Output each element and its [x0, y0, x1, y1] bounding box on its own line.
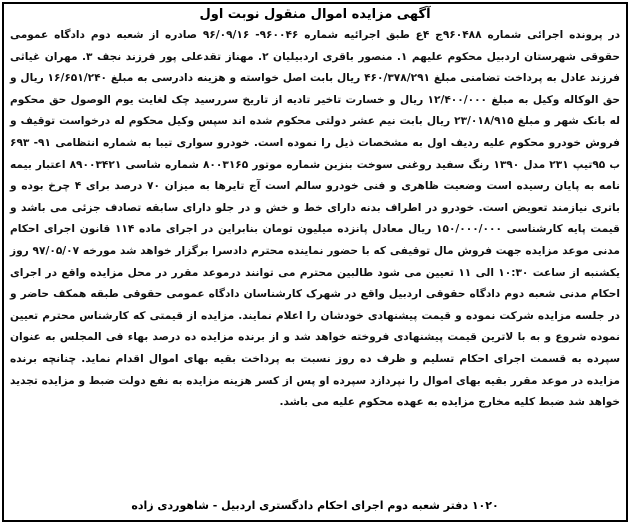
notice-title: آگهی مزایده اموال منقول نوبت اول — [199, 7, 431, 22]
notice-footer: ۱۰۲۰ دفتر شعبه دوم اجرای احکام دادگستری اردبیل - شاهوردی زاده — [131, 499, 499, 512]
notice-body-paragraph: در پرونده اجرائی شماره ۹۶۰۴۸۸ج ۴ع طبق اجرائیه شماره ۹۶۰۰۴۶- ۹۶/۰۹/۱۶ صادره از شعبه دوم دادگاه عمومی حقوقی شهرستان اردبیل محکوم علیهم ۱. منصور باقری اردبیلیان ۲. مهناز تقدعلی پور فرزند نجف ۳. مهران غیاثی فرزند عادل به پرداخت تضامنی مبلغ ۴۶۰/۳۷۸/۲۹۱ ریال بابت اصل خواسته و هزینه دادرسی به مبلغ ۱۶/۶۵۱/۲۴۰ ریال و حق الوکاله وکیل به مبلغ ۱۲/۴۰۰/۰۰۰ ریال و خسارت تاخیر تادیه از تاریخ سررسید چک لغایت یوم الوصول حق محکوم له بانک شهر و مبلغ ۲۳/۰۱۸/۹۱۵ ریال بابت نیم عشر دولتی محکوم شده اند سپس وکیل محکوم له درخواست توقیف و فروش خودرو محکوم علیه ردیف اول به مشخصات ذیل را نموده است. خودرو سواری تیبا به شماره انتظامی ۹۱- ۶۹۳ ب ۹۵تیپ ۲۳۱ مدل ۱۳۹۰ رنگ سفید روغنی سوخت بنزین شماره موتور ۸۰۰۳۱۶۵ شماره شاسی ۸۹۰۰۳۴۲۱ اعتبار بیمه نامه به پایان رسیده است وضعیت ظاهری و فنی خودرو سالم است آج تایرها به میزان ۷۰ درصد برای ۴ چرخ بوده و باتری نیازمند تعویض است. خودرو در اطراف بدنه دارای خط و خش و در جلو دارای سابقه تصادف جزئی می باشد و قیمت پایه کارشناسی ۱۵۰/۰۰۰/۰۰۰ ریال معادل پانزده میلیون تومان بنابراین در اجرای ماده ۱۱۴ قانون اجرای احکام مدنی موعد مزایده جهت فروش مال توقیفی که با حضور نماینده محترم دادسرا برگزار خواهد شد مورخه ۹۷/۰۵/۰۷ روز یکشنبه از ساعت ۱۰:۳۰ الی ۱۱ تعیین می شود طالبین محترم می توانند درموعد مقرر در محل مزایده واقع در اجرای احکام مدنی شعبه دوم دادگاه حقوقی اردبیل واقع در شهرک کارشناسان دادگاه عمومی حقوقی طبقه همکف حاضر و در جلسه مزایده شرکت نموده و قیمت پیشنهادی خودشان را اعلام نمایند. مزایده از قیمتی که کارشناس محترم تعیین نموده شروع و به با لاترین قیمت پیشنهادی فروخته خواهد شد و از برنده مزایده ده درصد بهاء فی المجلس به عنوان سپرده به قسمت اجرای احکام تسلیم و ظرف ده روز نسبت به پرداخت بقیه بهای اموال اقدام نماید. چنانچه برنده مزایده در موعد مقرر بقیه بهای اموال را نپردازد سپرده او پس از کسر هزینه مزایده به نفع دولت ضبط و مزایده تجدید خواهد شد ضبط کلیه مخارج مزایده به عهده محکوم علیه می باشد. — [10, 29, 621, 409]
notice-body — [10, 25, 620, 414]
notice-frame — [2, 2, 628, 522]
